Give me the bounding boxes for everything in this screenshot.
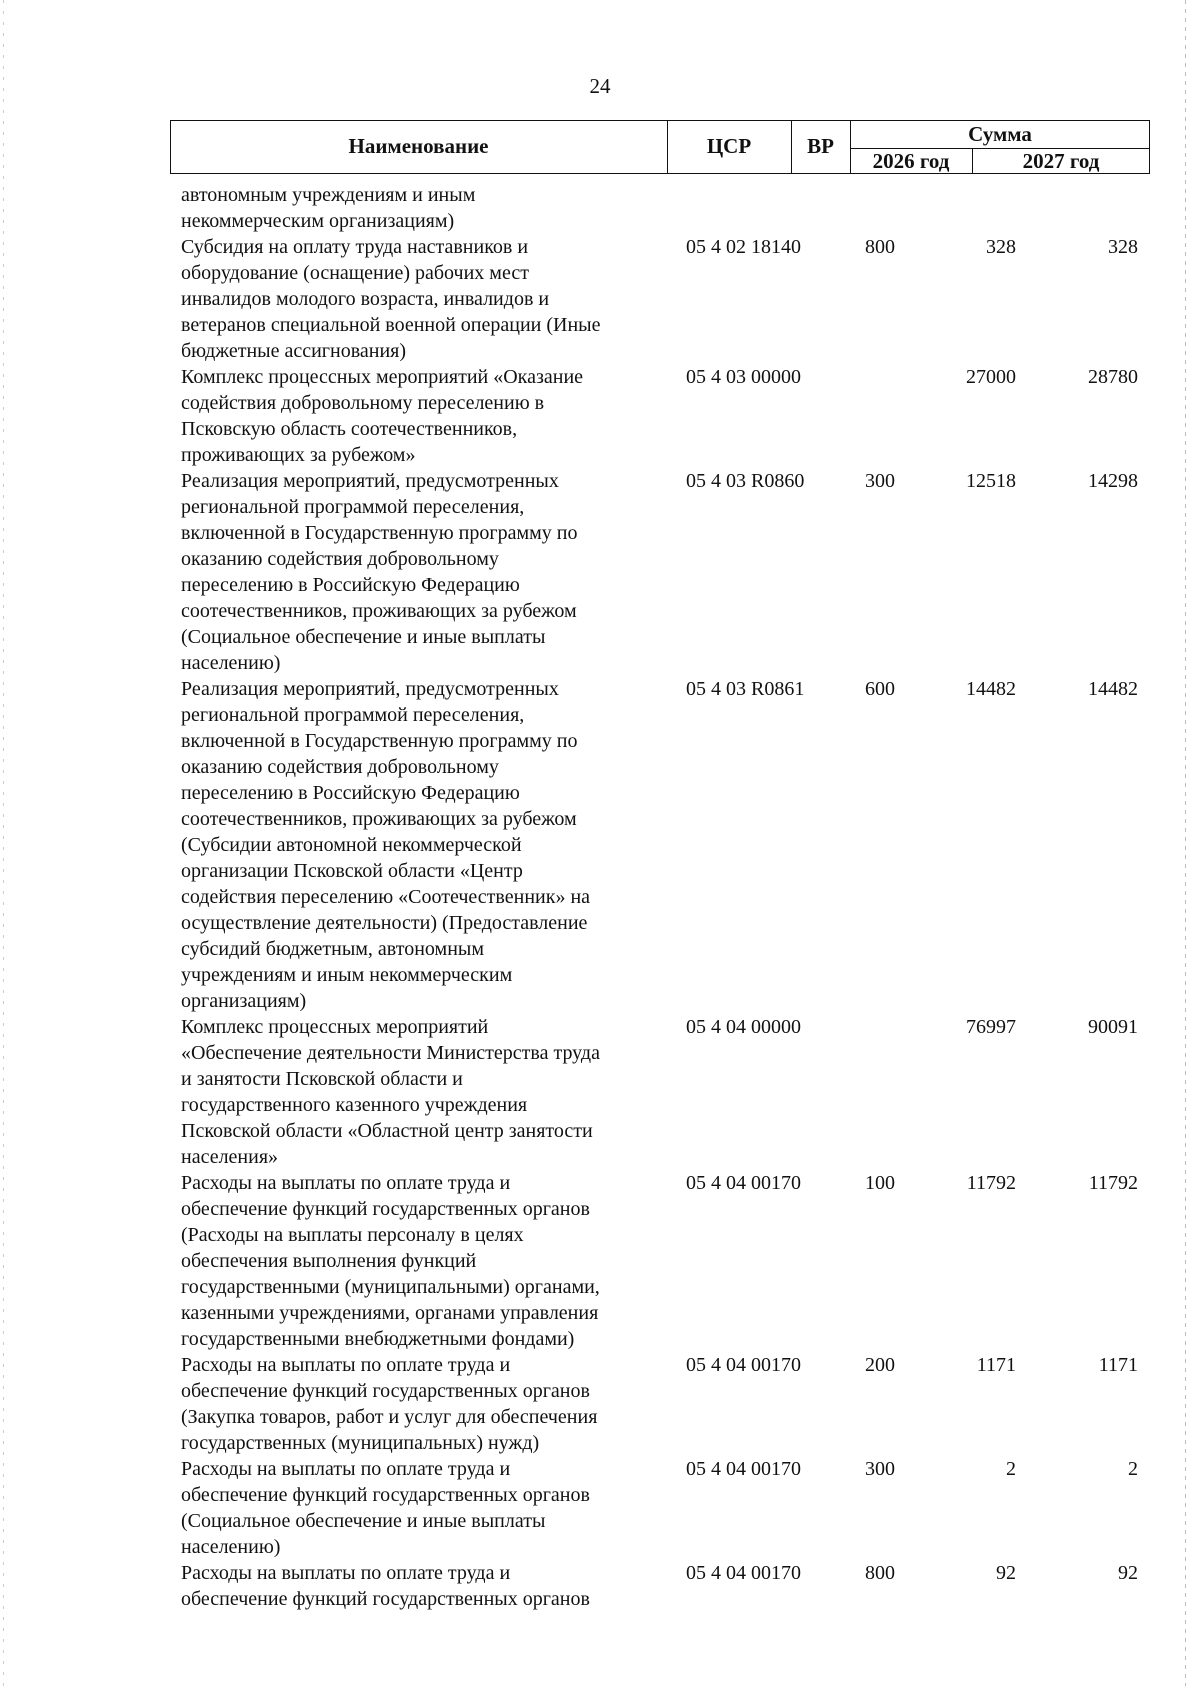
- row-name: Субсидия на оплату труда наставников и оборудование (оснащение) рабочих мест инвалидов молодого возраста, инвалидов и ветеранов специальной военной операции (Иные бюджетные ассигнования): [181, 236, 601, 362]
- row-vr: 800: [865, 1562, 895, 1584]
- row-name: Комплекс процессных мероприятий «Оказание содействия добровольному переселению в Псковскую область соотечественников, проживающих за рубежом»: [181, 366, 584, 466]
- row-csr: 05 4 03 00000: [686, 366, 801, 388]
- row-sum-2026: 14482: [966, 678, 1016, 700]
- row-csr: 05 4 04 00170: [686, 1354, 801, 1376]
- row-name: Расходы на выплаты по оплате труда и обеспечение функций государственных органов (Расходы на выплаты персоналу в целях обеспечения выполнения функций государственными (муниципальными) органами, казенными учреждениями, органами управления государственными внебюджетными фондами): [181, 1172, 600, 1350]
- row-sum-2027: 92: [1118, 1562, 1138, 1584]
- row-csr: 05 4 04 00170: [686, 1458, 801, 1480]
- row-csr: 05 4 02 18140: [686, 236, 801, 258]
- row-sum-2026: 27000: [966, 366, 1016, 388]
- header-year-2027: 2027 год: [1022, 149, 1100, 173]
- row-csr: 05 4 04 00170: [686, 1562, 801, 1584]
- row-sum-2026: 12518: [966, 470, 1016, 492]
- row-name: Реализация мероприятий, предусмотренных региональной программой переселения, включенной в Государственную программу по оказанию содействия добровольному переселению в Российскую Федерацию соотечественников, проживающих за рубежом (Субсидии автономной некоммерческой организации Псковской области «Центр содействия переселению «Соотечественник» на осуществление деятельности) (Предоставление субсидий бюджетным, автономным учреждениям и иным некоммерческим организациям): [181, 678, 591, 1012]
- row-csr: 05 4 03 R0861: [686, 678, 805, 700]
- row-name: Расходы на выплаты по оплате труда и обеспечение функций государственных органов: [181, 1562, 590, 1610]
- row-sum-2026: 1171: [976, 1354, 1016, 1376]
- row-vr: 300: [865, 1458, 895, 1480]
- row-vr: 300: [865, 470, 895, 492]
- row-vr: 100: [865, 1172, 895, 1194]
- row-name: Расходы на выплаты по оплате труда и обеспечение функций государственных органов (Закупка товаров, работ и услуг для обеспечения государственных (муниципальных) нужд): [181, 1354, 598, 1454]
- row-sum-2027: 2: [1128, 1458, 1138, 1480]
- row-name: Комплекс процессных мероприятий «Обеспечение деятельности Министерства труда и занятости Псковской области и государственного казенного учреждения Псковской области «Областной центр занятости населения»: [181, 1016, 600, 1168]
- row-vr: 600: [865, 678, 895, 700]
- row-sum-2027: 328: [1108, 236, 1138, 258]
- row-vr: 800: [865, 236, 895, 258]
- row-sum-2027: 1171: [1098, 1354, 1138, 1376]
- header-vr: ВР: [807, 134, 834, 158]
- row-sum-2026: 2: [1006, 1458, 1016, 1480]
- row-name: автономным учреждениям и иным некоммерческим организациям): [181, 184, 476, 232]
- row-csr: 05 4 04 00170: [686, 1172, 801, 1194]
- row-sum-2026: 76997: [966, 1016, 1016, 1038]
- header-sum: Сумма: [968, 122, 1032, 146]
- row-sum-2026: 11792: [966, 1172, 1016, 1194]
- row-name: Расходы на выплаты по оплате труда и обеспечение функций государственных органов (Социальное обеспечение и иные выплаты населению): [181, 1458, 590, 1558]
- row-csr: 05 4 03 R0860: [686, 470, 805, 492]
- header-year-2026: 2026 год: [872, 149, 950, 173]
- row-sum-2027: 14482: [1088, 678, 1138, 700]
- row-vr: 200: [865, 1354, 895, 1376]
- header-name: Наименование: [348, 134, 489, 158]
- row-sum-2027: 11792: [1088, 1172, 1138, 1194]
- row-sum-2027: 90091: [1088, 1016, 1138, 1038]
- row-sum-2026: 92: [996, 1562, 1016, 1584]
- row-csr: 05 4 04 00000: [686, 1016, 801, 1038]
- row-sum-2026: 328: [986, 236, 1016, 258]
- row-sum-2027: 28780: [1088, 366, 1138, 388]
- page-number: 24: [589, 74, 611, 98]
- row-name: Реализация мероприятий, предусмотренных региональной программой переселения, включенной в Государственную программу по оказанию содействия добровольному переселению в Российскую Федерацию соотечественников, проживающих за рубежом (Социальное обеспечение и иные выплаты населению): [181, 470, 578, 674]
- header-csr: ЦСР: [706, 134, 752, 158]
- row-sum-2027: 14298: [1088, 470, 1138, 492]
